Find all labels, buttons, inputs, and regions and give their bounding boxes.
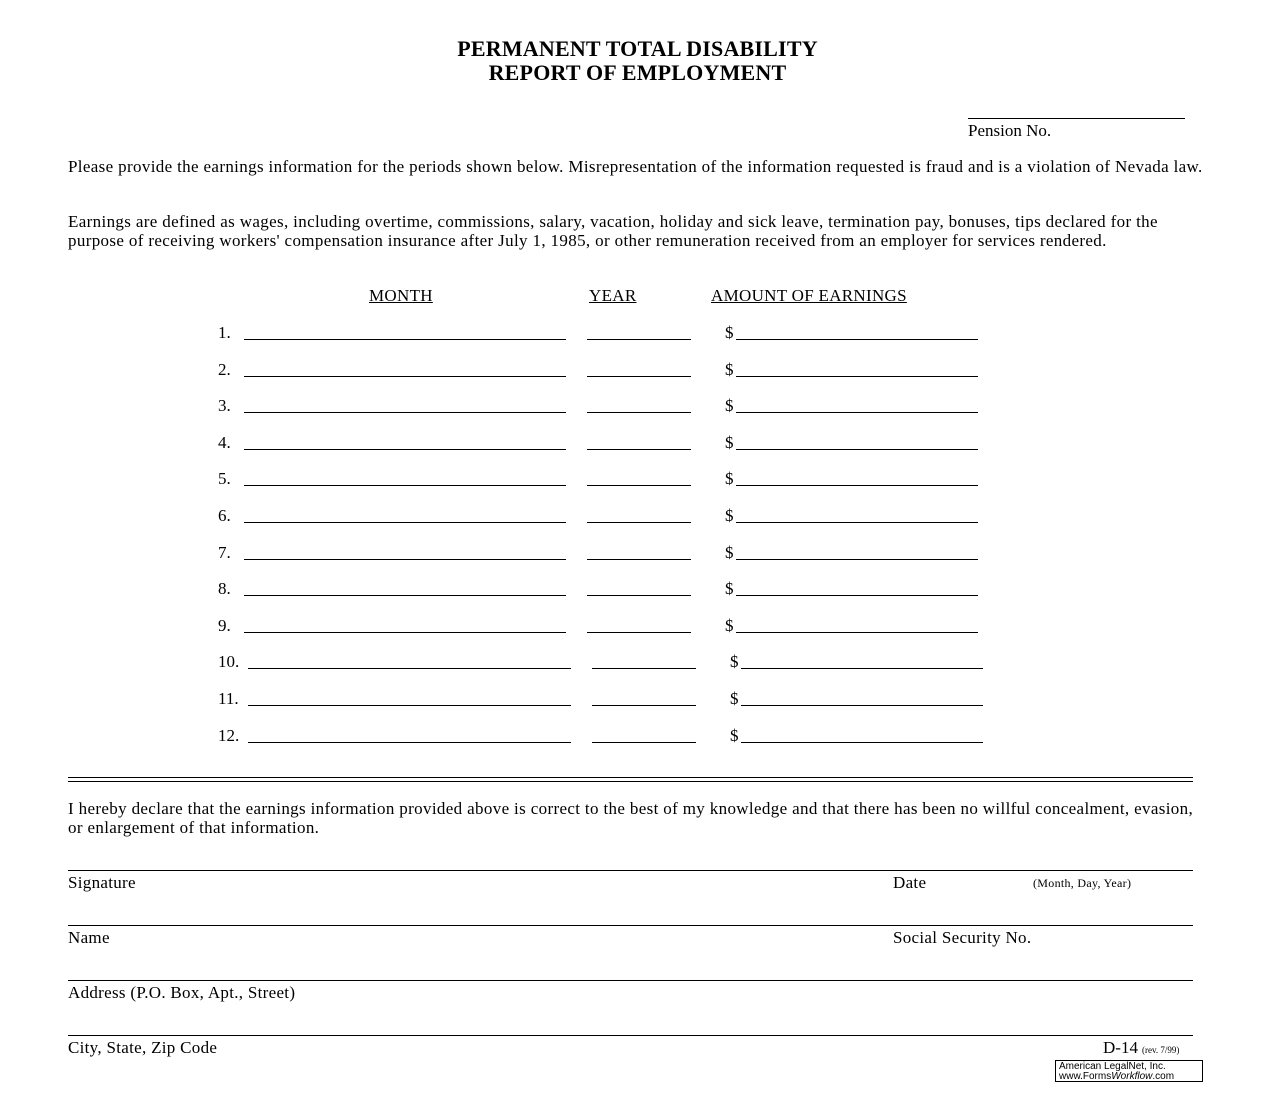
form-title-line1: PERMANENT TOTAL DISABILITY	[457, 36, 818, 61]
intro-paragraph-1: Please provide the earnings information for the periods shown below. Misrepresentation of the information requested is fraud and is a violation of Nevada law.	[68, 157, 1203, 176]
row-number: 7.	[218, 542, 231, 562]
month-input[interactable]	[244, 595, 566, 596]
form-number	[1103, 1038, 1179, 1058]
row-number: 8.	[218, 579, 231, 599]
name-ssn-field[interactable]	[68, 925, 1193, 926]
table-row	[0, 360, 1275, 382]
table-row	[0, 469, 1275, 491]
amount-input[interactable]	[736, 449, 978, 450]
table-row	[0, 433, 1275, 455]
year-input[interactable]	[587, 559, 691, 560]
city-state-zip-field[interactable]	[68, 1035, 1193, 1036]
month-input[interactable]	[244, 632, 566, 633]
dollar-sign: $	[725, 542, 734, 562]
month-input[interactable]	[244, 559, 566, 560]
dollar-sign: $	[725, 615, 734, 635]
month-input[interactable]	[244, 522, 566, 523]
year-input[interactable]	[587, 522, 691, 523]
ssn-label: Social Security No.	[893, 928, 1032, 947]
amount-input[interactable]	[736, 632, 978, 633]
table-row	[0, 689, 1275, 711]
month-input[interactable]	[244, 412, 566, 413]
year-input[interactable]	[587, 595, 691, 596]
month-input[interactable]	[244, 485, 566, 486]
month-input[interactable]	[248, 668, 571, 669]
row-number: 4.	[218, 432, 231, 452]
row-number: 5.	[218, 469, 231, 489]
declaration-text: I hereby declare that the earnings information provided above is correct to the best of my knowledge and that there has been no willful concealment, evasion, or enlargement of that information.	[68, 799, 1194, 837]
row-number: 3.	[218, 396, 231, 416]
year-input[interactable]	[592, 742, 696, 743]
row-number: 2.	[218, 359, 231, 379]
year-input[interactable]	[592, 668, 696, 669]
address-field[interactable]	[68, 980, 1193, 981]
row-number: 10.	[218, 652, 240, 672]
table-row	[0, 726, 1275, 748]
form-title-line2: REPORT OF EMPLOYMENT	[488, 60, 787, 85]
amount-input[interactable]	[736, 595, 978, 596]
dollar-sign: $	[725, 323, 734, 342]
amount-input[interactable]	[741, 668, 983, 669]
column-header-amount: AMOUNT OF EARNINGS	[711, 286, 907, 305]
intro-paragraph-2: Earnings are defined as wages, including overtime, commissions, salary, vacation, holiday and sick leave, termination pay, bonuses, tips declared for the purpose of receiving workers' compensation insurance after July 1, 1985, or other remuneration received from an employer for services rendered.	[68, 212, 1158, 250]
amount-input[interactable]	[736, 522, 978, 523]
publisher-url-prefix: www.Forms	[1059, 1071, 1112, 1082]
amount-input[interactable]	[736, 376, 978, 377]
dollar-sign: $	[730, 689, 739, 708]
dollar-sign: $	[725, 506, 734, 525]
column-header-year: YEAR	[589, 286, 637, 305]
month-input[interactable]	[244, 376, 566, 377]
dollar-sign: $	[725, 432, 734, 452]
dollar-sign: $	[725, 396, 734, 416]
form-number-text: D-14	[1103, 1038, 1138, 1057]
table-row	[0, 579, 1275, 601]
year-input[interactable]	[587, 339, 691, 340]
signature-date-field[interactable]	[68, 870, 1193, 871]
publisher-name: American LegalNet, Inc.	[1059, 1061, 1166, 1072]
date-label: Date	[893, 873, 927, 892]
column-header-month: MONTH	[369, 286, 433, 305]
dollar-sign: $	[730, 652, 739, 672]
address-label: Address (P.O. Box, Apt., Street)	[68, 983, 296, 1002]
form-revision: (rev. 7/99)	[1141, 1045, 1180, 1055]
row-number: 9.	[218, 615, 231, 635]
table-row	[0, 543, 1275, 565]
table-row	[0, 323, 1275, 345]
month-input[interactable]	[244, 339, 566, 340]
table-row	[0, 616, 1275, 638]
row-number: 11.	[218, 689, 239, 708]
dollar-sign: $	[725, 469, 734, 489]
amount-input[interactable]	[736, 485, 978, 486]
year-input[interactable]	[587, 632, 691, 633]
amount-input[interactable]	[741, 742, 983, 743]
year-input[interactable]	[587, 449, 691, 450]
year-input[interactable]	[587, 376, 691, 377]
dollar-sign: $	[730, 725, 739, 745]
publisher-url	[1059, 1072, 1202, 1082]
publisher-badge	[1055, 1060, 1203, 1082]
amount-input[interactable]	[736, 412, 978, 413]
year-input[interactable]	[587, 412, 691, 413]
row-number: 6.	[218, 506, 231, 525]
amount-input[interactable]	[736, 339, 978, 340]
year-input[interactable]	[587, 485, 691, 486]
pension-number-field[interactable]	[968, 118, 1185, 119]
date-format-note: (Month, Day, Year)	[1033, 876, 1132, 890]
signature-label: Signature	[68, 873, 136, 892]
month-input[interactable]	[248, 742, 571, 743]
dollar-sign: $	[725, 579, 734, 599]
month-input[interactable]	[248, 705, 571, 706]
publisher-url-italic: Workflow	[1111, 1071, 1153, 1082]
name-label: Name	[68, 928, 110, 947]
table-row	[0, 506, 1275, 528]
amount-input[interactable]	[736, 559, 978, 560]
pension-number-label: Pension No.	[968, 121, 1052, 140]
city-state-zip-label: City, State, Zip Code	[68, 1038, 218, 1057]
month-input[interactable]	[244, 449, 566, 450]
row-number: 12.	[218, 725, 240, 745]
table-row	[0, 652, 1275, 674]
amount-input[interactable]	[741, 705, 983, 706]
dollar-sign: $	[725, 359, 734, 379]
table-row	[0, 396, 1275, 418]
publisher-url-suffix: .com	[1152, 1071, 1175, 1082]
year-input[interactable]	[592, 705, 696, 706]
row-number: 1.	[218, 323, 231, 342]
